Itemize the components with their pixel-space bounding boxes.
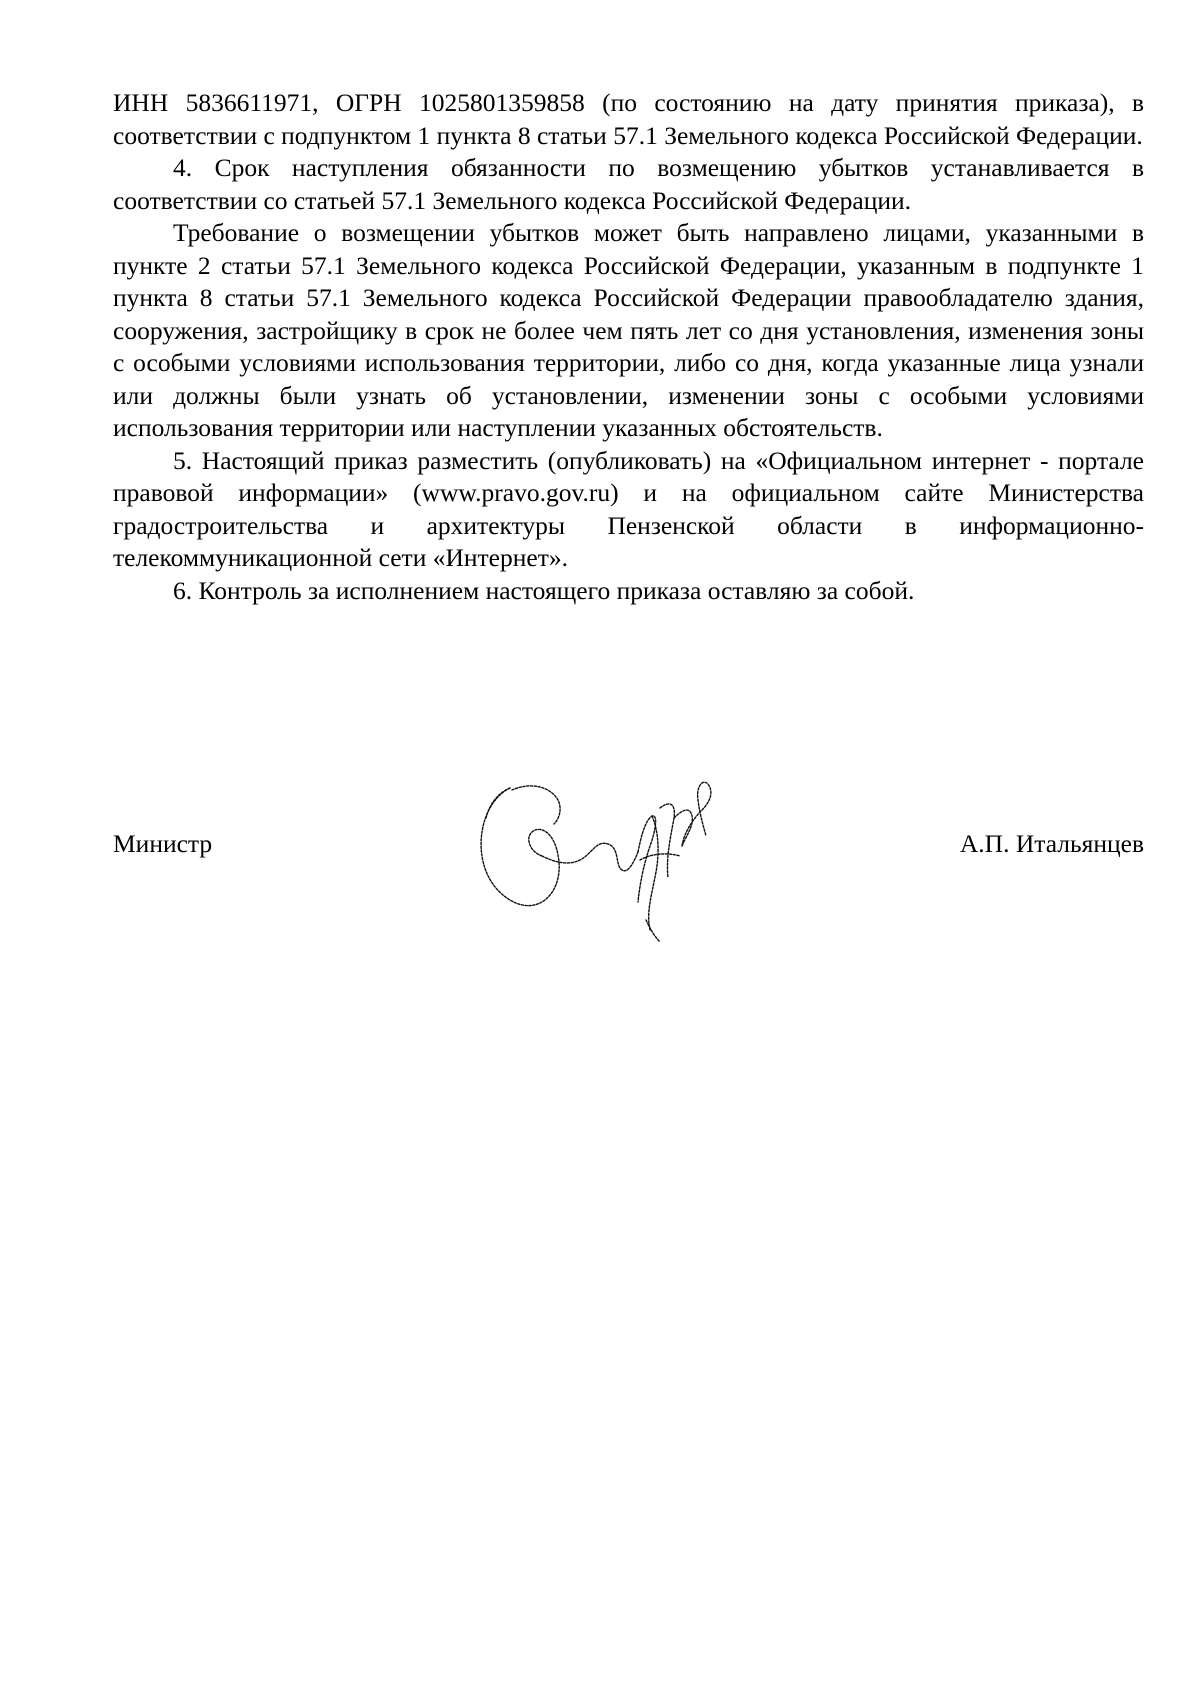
paragraph-item-4: 4. Срок наступления обязанности по возмещению убытков устанавливается в соответствии со статьей 57.1 Земельного кодекса Российской Федерации. [113,153,1144,215]
paragraph-item-5: 5. Настоящий приказ разместить (опубликовать) на «Официальном интернет - портале правовой информации» (www.pravo.gov.ru) и на официальном сайте Министерства градостроительства и архитектуры Пензенской области в информационно-телекоммуникационной сети «Интернет». [113,445,1144,572]
signer-name: А.П. Итальянцев [959,829,1144,858]
handwritten-signature [470,770,730,945]
paragraph-requisites: ИНН 5836611971, ОГРН 1025801359858 (по состоянию на дату принятия приказа), в соответствии с подпунктом 1 пункта 8 статьи 57.1 Земельного кодекса Российской Федерации. [113,88,1144,150]
paragraph-claim-requirement: Требование о возмещении убытков может быть направлено лицами, указанными в пункте 2 статьи 57.1 Земельного кодекса Российской Федерации, указанным в подпункте 1 пункта 8 статьи 57.1 Земельного кодекса Российской Федерации правообладателю здания, сооружения, застройщику в срок не более чем пять лет со дня установления, изменения зоны с особыми условиями использования территории, либо со дня, когда указанные лица узнали или должны были узнать об установлении, изменении зоны с особыми условиями использования территории или наступлении указанных обстоятельств. [113,218,1144,442]
paragraph-item-6: 6. Контроль за исполнением настоящего приказа оставляю за собой. [173,575,915,605]
signer-position: Министр [113,829,213,858]
document-body [113,87,1144,607]
